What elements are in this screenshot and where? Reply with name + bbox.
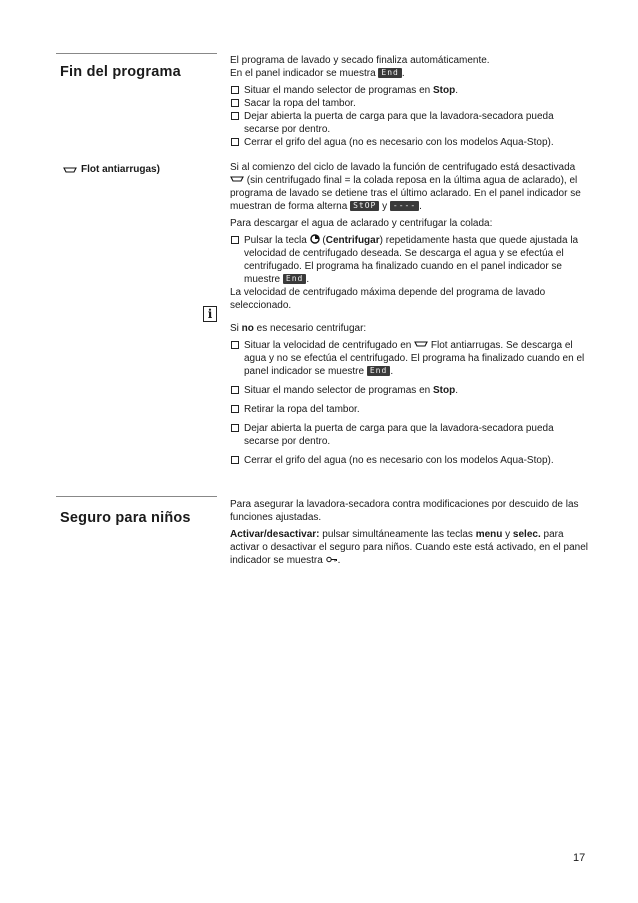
checkbox-bullet-icon bbox=[231, 99, 239, 107]
paragraph: En el panel indicador se muestra End . bbox=[230, 68, 405, 79]
section-rule bbox=[56, 53, 217, 54]
checkbox-bullet-icon bbox=[231, 405, 239, 413]
info-note: La velocidad de centrifugado máxima depende del programa de lavado seleccionado. bbox=[230, 287, 546, 311]
list-item: Retirar la ropa del tambor. bbox=[230, 403, 590, 416]
list-item: Sacar la ropa del tambor. bbox=[230, 97, 590, 110]
paragraph: Si no es necesario centrifugar: bbox=[230, 323, 367, 334]
key-icon bbox=[326, 556, 338, 563]
list-item: Cerrar el grifo del agua (no es necesario con los modelos Aqua-Stop). bbox=[230, 454, 590, 467]
section-rule bbox=[56, 496, 217, 497]
fin-del-programa-text bbox=[230, 54, 590, 149]
list-item: Situar el mando selector de programas en Stop. bbox=[230, 84, 590, 97]
display-end: End bbox=[283, 274, 306, 284]
subheading-flot-antiarrugas: Flot antiarrugas) bbox=[63, 164, 160, 175]
paragraph: Para asegurar la lavadora-secadora contra modificaciones por descuido de las funciones ajustadas. bbox=[230, 499, 579, 523]
checkbox-bullet-icon bbox=[231, 112, 239, 120]
flot-antiarrugas-icon bbox=[230, 175, 244, 183]
display-dashes: ---- bbox=[390, 201, 419, 211]
heading-seguro-para-ninos: Seguro para niños bbox=[60, 510, 191, 526]
heading-fin-del-programa: Fin del programa bbox=[60, 64, 181, 80]
list-item: Dejar abierta la puerta de carga para que la lavadora-secadora pueda secarse por dentro. bbox=[230, 422, 590, 448]
paragraph: El programa de lavado y secado finaliza automáticamente. bbox=[230, 55, 490, 66]
list-item: Situar el mando selector de programas en Stop. bbox=[230, 384, 590, 397]
list-item: Pulsar la tecla (Centrifugar) repetidamente hasta que quede ajustada la velocidad de centrifugado deseada. Se descarga el agua y se efectúa el centrifugado. El programa ha finalizado cuando en el panel indicador se muestre End . bbox=[230, 234, 590, 286]
info-icon: i bbox=[203, 306, 217, 322]
seguro-para-ninos-text bbox=[230, 498, 590, 567]
list-item: Situar la velocidad de centrifugado en Flot antiarrugas. Se descarga el agua y no se efectúa el centrifugado. El programa ha finalizado cuando en el panel indicador se muestre End . bbox=[230, 339, 590, 378]
checkbox-bullet-icon bbox=[231, 341, 239, 349]
paragraph: Activar/desactivar: pulsar simultáneamente las teclas menu y selec. para activar o desactivar el seguro para niños. Cuando este está activado, en el panel indicador se muestra . bbox=[230, 529, 588, 566]
checkbox-bullet-icon bbox=[231, 86, 239, 94]
flot-antiarrugas-icon bbox=[414, 340, 428, 348]
list-item: Cerrar el grifo del agua (no es necesario con los modelos Aqua-Stop). bbox=[230, 136, 590, 149]
display-end: End bbox=[378, 68, 401, 78]
flot-antiarrugas-icon bbox=[63, 166, 77, 174]
checkbox-bullet-icon bbox=[231, 424, 239, 432]
display-end: End bbox=[367, 366, 390, 376]
flot-antiarrugas-text bbox=[230, 161, 590, 467]
checkbox-bullet-icon bbox=[231, 456, 239, 464]
checkbox-bullet-icon bbox=[231, 386, 239, 394]
paragraph: Si al comienzo del ciclo de lavado la función de centrifugado está desactivada (sin centrifugado final = la colada reposa en la última agua de aclarado), el programa de lavado se detiene tras el último aclarado. En el panel indicador se muestran de forma alterna StOP y ---- . bbox=[230, 162, 581, 212]
paragraph: Para descargar el agua de aclarado y centrifugar la colada: bbox=[230, 218, 493, 229]
page-number: 17 bbox=[573, 852, 586, 864]
checkbox-bullet-icon bbox=[231, 138, 239, 146]
checkbox-bullet-icon bbox=[231, 236, 239, 244]
display-stop: StOP bbox=[350, 201, 379, 211]
spin-icon bbox=[310, 234, 320, 244]
list-item: Dejar abierta la puerta de carga para que la lavadora-secadora pueda secarse por dentro. bbox=[230, 110, 590, 136]
